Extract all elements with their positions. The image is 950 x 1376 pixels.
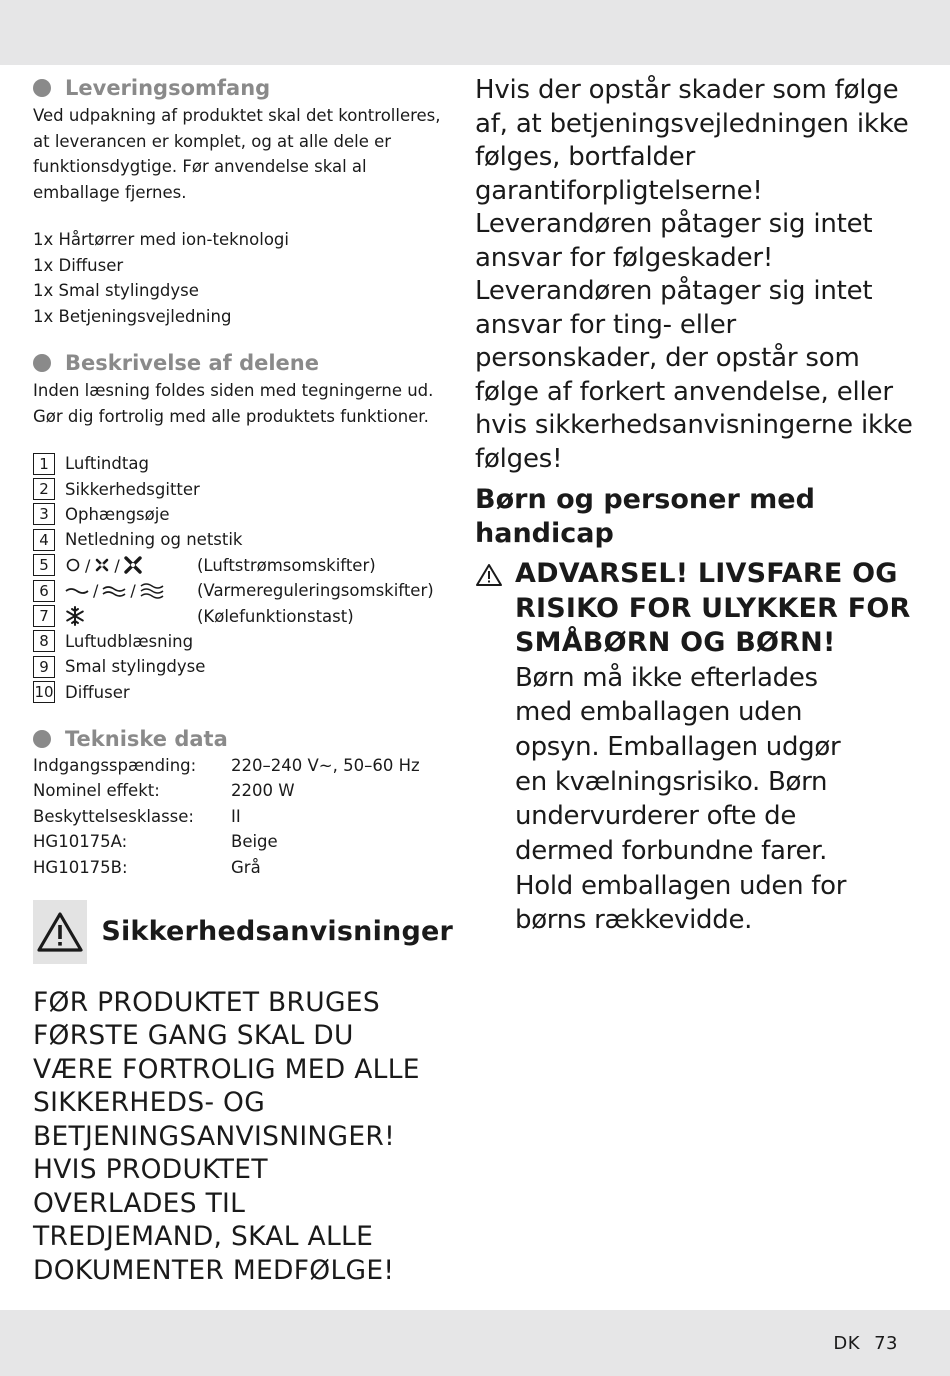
table-row [33, 854, 453, 879]
list-item: 1x Hårtørrer med ion-teknologi [33, 230, 289, 249]
children-heading: Børn og personer med handicap [475, 484, 815, 549]
tech-key: Indgangsspænding: [33, 756, 197, 776]
warning-body [515, 557, 915, 938]
off-icon [65, 557, 81, 573]
safety-caps-text: FØR PRODUKTET BRUGES FØRSTE GANG SKAL DU VÆRE FORTROLIG MED ALLE SIKKERHEDS- OG BETJENINGSANVISNINGER! HVIS PRODUKTET OVERLADES TIL TREDJEMAND, SKAL ALLE DOKUMENTER MEDFØLGE! [33, 986, 420, 1286]
bullet-icon [33, 354, 51, 372]
tech-value: II [231, 806, 241, 826]
tech-key: HG10175A: [33, 832, 128, 852]
heat-medium-icon [102, 584, 126, 598]
list-item [33, 527, 453, 552]
table-row [33, 778, 453, 803]
part-label: Smal stylingdyse [65, 657, 206, 677]
part-number: 7 [33, 605, 55, 627]
scope-heading [33, 74, 453, 102]
list-item [33, 476, 453, 501]
page-number: 73 [874, 1333, 898, 1354]
bullet-icon [33, 79, 51, 97]
list-item [33, 603, 453, 628]
right-column [475, 74, 915, 938]
list-item [33, 502, 453, 527]
warning-icon [475, 557, 515, 938]
warning-icon [33, 900, 87, 964]
part-label: Luftudblæsning [65, 631, 194, 651]
list-item: 1x Betjeningsvejledning [33, 306, 232, 326]
safety-title: Sikkerhedsanvisninger [101, 916, 453, 948]
bullet-icon [33, 730, 51, 748]
tech-value: Grå [231, 857, 261, 877]
part-label: (Varmereguleringsomskifter) [197, 581, 434, 601]
parts-text: Inden læsning foldes siden med tegningerne ud. Gør dig fortrolig med alle produktets funktioner. [33, 381, 434, 426]
scope-list [33, 227, 453, 329]
tech-value: 2200 W [231, 781, 295, 801]
part-label: Ophængsøje [65, 504, 170, 524]
list-item [33, 553, 453, 578]
warning-text: Børn må ikke efterlades med emballagen uden opsyn. Emballagen udgør en kvælningsrisiko. Børn undervurderer ofte de dermed forbundne farer. Hold emballagen uden for børns rækkevidde. [515, 662, 847, 936]
tech-heading-text: Tekniske data [65, 726, 228, 751]
part-number: 3 [33, 503, 55, 525]
list-item [33, 629, 453, 654]
part-label: (Luftstrømsomskifter) [197, 555, 376, 575]
list-item [33, 654, 453, 679]
part-number: 1 [33, 453, 55, 475]
part-label: (Kølefunktionstast) [197, 606, 354, 626]
part-label: Sikkerhedsgitter [65, 479, 200, 499]
table-row [33, 804, 453, 829]
language-code: DK [833, 1333, 861, 1354]
list-item [33, 451, 453, 476]
parts-heading [33, 349, 453, 377]
warning-block [475, 557, 915, 938]
heat-low-icon [65, 584, 89, 598]
airflow-symbols: / / [65, 556, 197, 575]
part-label: Netledning og netstik [65, 530, 243, 550]
part-number: 5 [33, 554, 55, 576]
tech-value: Beige [231, 832, 278, 852]
list-item: 1x Smal stylingdyse [33, 281, 199, 300]
tech-key: Beskyttelsesklasse: [33, 806, 194, 826]
part-number: 2 [33, 478, 55, 500]
part-label: Luftindtag [65, 454, 149, 474]
tech-key: HG10175B: [33, 857, 128, 877]
part-label: Diffuser [65, 682, 130, 702]
left-column [33, 74, 453, 1287]
part-number: 4 [33, 529, 55, 551]
tech-table [33, 753, 453, 880]
part-number: 8 [33, 630, 55, 652]
scope-heading-text: Leveringsomfang [65, 76, 271, 100]
tech-key: Nominel effekt: [33, 781, 160, 801]
tech-heading [33, 725, 453, 753]
fan-high-icon [124, 556, 142, 574]
part-number: 9 [33, 656, 55, 678]
snowflake-icon [65, 606, 85, 626]
list-item [33, 578, 453, 603]
part-number: 10 [34, 683, 54, 702]
table-row [33, 829, 453, 854]
fan-low-icon [94, 557, 110, 573]
list-item [33, 680, 453, 705]
table-row [33, 753, 453, 778]
cool-symbol [65, 606, 197, 626]
tech-value: 220–240 V∼, 50–60 Hz [231, 756, 420, 776]
page-footer [819, 1333, 898, 1354]
warning-title: ADVARSEL! LIVSFARE OG RISIKO FOR ULYKKER FOR SMÅBØRN OG BØRN! [515, 558, 911, 658]
top-band [0, 0, 950, 65]
part-number: 6 [33, 580, 55, 602]
parts-list [33, 451, 453, 705]
heat-symbols: / / [65, 581, 197, 600]
list-item: 1x Diffuser [33, 255, 124, 275]
liability-text: Hvis der opstår skader som følge af, at betjeningsvejledningen ikke følges, bortfalder garantiforpligtelserne! Leverandøren påtager sig intet ansvar for følgeskader! Leverandøren påtager sig intet ansvar for ting- eller personskader, der opstår som følge af forkert anvendelse, eller hvis sikkerhedsanvisningerne ikke følges! [475, 75, 913, 474]
heat-high-icon [140, 583, 164, 599]
safety-heading [33, 900, 453, 964]
scope-text: Ved udpakning af produktet skal det kontrolleres, at leverancen er komplet, og at alle dele er funktionsdygtige. Før anvendelse skal al emballage fjernes. [33, 106, 441, 202]
parts-heading-text: Beskrivelse af delene [65, 351, 319, 375]
bottom-band [0, 1310, 950, 1376]
